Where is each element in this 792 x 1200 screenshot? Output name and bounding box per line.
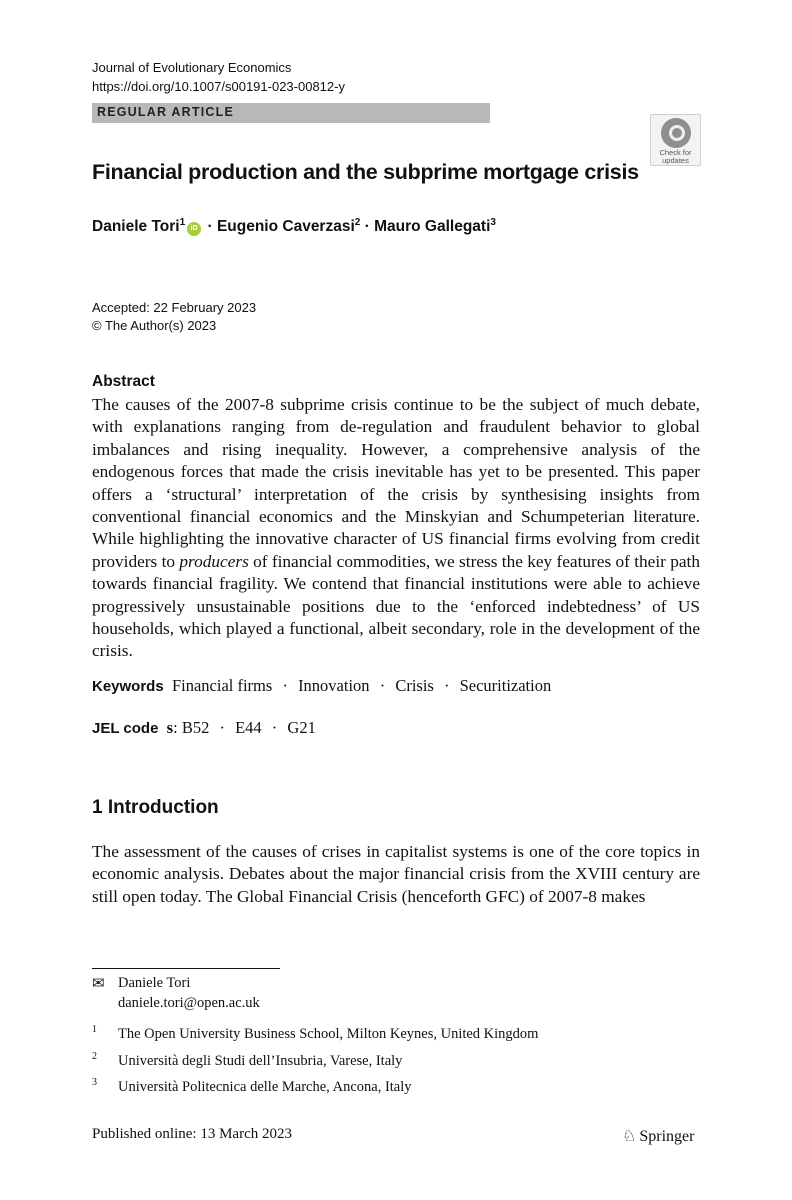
affiliation-text: Università degli Studi dell’Insubria, Varese, Italy bbox=[118, 1053, 403, 1069]
section-heading-introduction: 1 Introduction bbox=[92, 797, 219, 818]
check-updates-icon bbox=[661, 118, 691, 148]
jel-separator: · bbox=[219, 718, 225, 737]
affiliation-number: 1 bbox=[92, 1024, 97, 1035]
publisher-logo bbox=[622, 1126, 694, 1146]
jel-codes-line bbox=[92, 718, 316, 738]
keywords-line bbox=[92, 676, 551, 696]
article-dates bbox=[92, 299, 256, 335]
journal-name: Journal of Evolutionary Economics bbox=[92, 60, 292, 75]
contact-email[interactable]: daniele.tori@open.ac.uk bbox=[118, 995, 260, 1011]
jel-code: E44 bbox=[235, 718, 262, 737]
journal-header bbox=[92, 58, 345, 96]
abstract-heading: Abstract bbox=[92, 373, 155, 390]
keyword-separator: · bbox=[282, 676, 288, 695]
check-updates-label: Check for updates bbox=[659, 148, 692, 165]
publisher-name: Springer bbox=[639, 1128, 695, 1145]
copyright-notice: © The Author(s) 2023 bbox=[92, 318, 217, 333]
keywords-label: Keywords bbox=[92, 678, 164, 695]
contact-name: Daniele Tori bbox=[118, 975, 191, 991]
keyword-separator: · bbox=[379, 676, 386, 695]
published-online-date: Published online: 13 March 2023 bbox=[92, 1126, 292, 1142]
affiliation-number: 3 bbox=[92, 1077, 97, 1088]
jel-code: B52 bbox=[181, 718, 210, 737]
jel-colon: : bbox=[173, 718, 178, 737]
jel-label: JEL code bbox=[92, 720, 159, 737]
jel-code: G21 bbox=[287, 718, 316, 737]
article-type-banner bbox=[92, 103, 490, 123]
doi-link[interactable]: https://doi.org/10.1007/s00191-023-00812-y bbox=[92, 79, 345, 94]
jel-separator: · bbox=[271, 718, 278, 737]
affiliation-item bbox=[92, 1053, 402, 1070]
corresponding-author bbox=[92, 973, 260, 1013]
affiliation-item bbox=[92, 1079, 412, 1096]
affiliation-text: The Open University Business School, Milton Keynes, United Kingdom bbox=[118, 1026, 539, 1042]
envelope-icon: ✉ bbox=[92, 976, 105, 992]
article-title: Financial production and the subprime mortgage crisis bbox=[92, 160, 639, 184]
keyword-item: Crisis bbox=[395, 676, 434, 695]
abstract-emphasis: producers bbox=[179, 551, 249, 571]
check-for-updates-button[interactable] bbox=[650, 114, 701, 166]
keyword-item: Financial firms bbox=[171, 676, 273, 695]
affiliation-item bbox=[92, 1026, 538, 1043]
springer-horse-icon: ♘ bbox=[622, 1128, 637, 1145]
author-name[interactable]: Daniele Tori bbox=[92, 218, 180, 236]
abstract-text-part: The causes of the 2007-8 subprime crisis continue to be the subject of much debate, with explanations ranging from de-regulation and fraudulent behavior to global imbalances and rising inequality. However, a comprehensive analysis of the endogenous forces that made the crisis inevitable has yet to be presented. This paper offers a ‘structural’ interpretation of the crisis by synthesising insights from conventional financial economics and the Minskyian and Schumpeterian literature. While highlighting the innovative character of US financial firms evolving from credit providers to bbox=[92, 395, 700, 571]
abstract-text bbox=[92, 394, 700, 663]
author-separator: · bbox=[207, 218, 213, 236]
footnote-divider bbox=[92, 968, 280, 969]
affiliation-text: Università Politecnica delle Marche, Ancona, Italy bbox=[118, 1079, 412, 1095]
keyword-separator: · bbox=[443, 676, 450, 695]
orcid-icon[interactable]: iD bbox=[187, 222, 201, 236]
jel-label-suffix: s bbox=[166, 718, 174, 737]
author-name[interactable]: Eugenio Caverzasi bbox=[216, 218, 355, 236]
author-list bbox=[92, 217, 496, 236]
introduction-paragraph: The assessment of the causes of crises in capitalist systems is one of the core topics in economic analysis. Debates about the major financial crisis from the XVIII century are still open today. The Global Financial Crisis (henceforth GFC) of 2007-8 makes bbox=[92, 842, 700, 906]
affiliation-number: 2 bbox=[92, 1051, 97, 1062]
author-affiliation-mark: 1 bbox=[179, 217, 186, 228]
abstract-text-part: of financial commodities, we stress the key features of their path towards financial fragility. We contend that financial institutions were able to achieve progressively unsustainable positions due to the ‘enforced indebtedness’ of US households, which played a functional, albeit secondary, role in the development of the crisis. bbox=[92, 551, 700, 661]
author-affiliation-mark: 3 bbox=[490, 217, 496, 228]
keyword-item: Innovation bbox=[298, 676, 370, 695]
author-separator: · bbox=[364, 218, 370, 236]
article-type-label: REGULAR ARTICLE bbox=[97, 105, 234, 119]
accepted-date: Accepted: 22 February 2023 bbox=[92, 300, 257, 315]
keyword-item: Securitization bbox=[459, 676, 552, 695]
introduction-text bbox=[92, 841, 700, 908]
author-name[interactable]: Mauro Gallegati bbox=[374, 218, 491, 236]
author-affiliation-mark: 2 bbox=[354, 217, 361, 228]
